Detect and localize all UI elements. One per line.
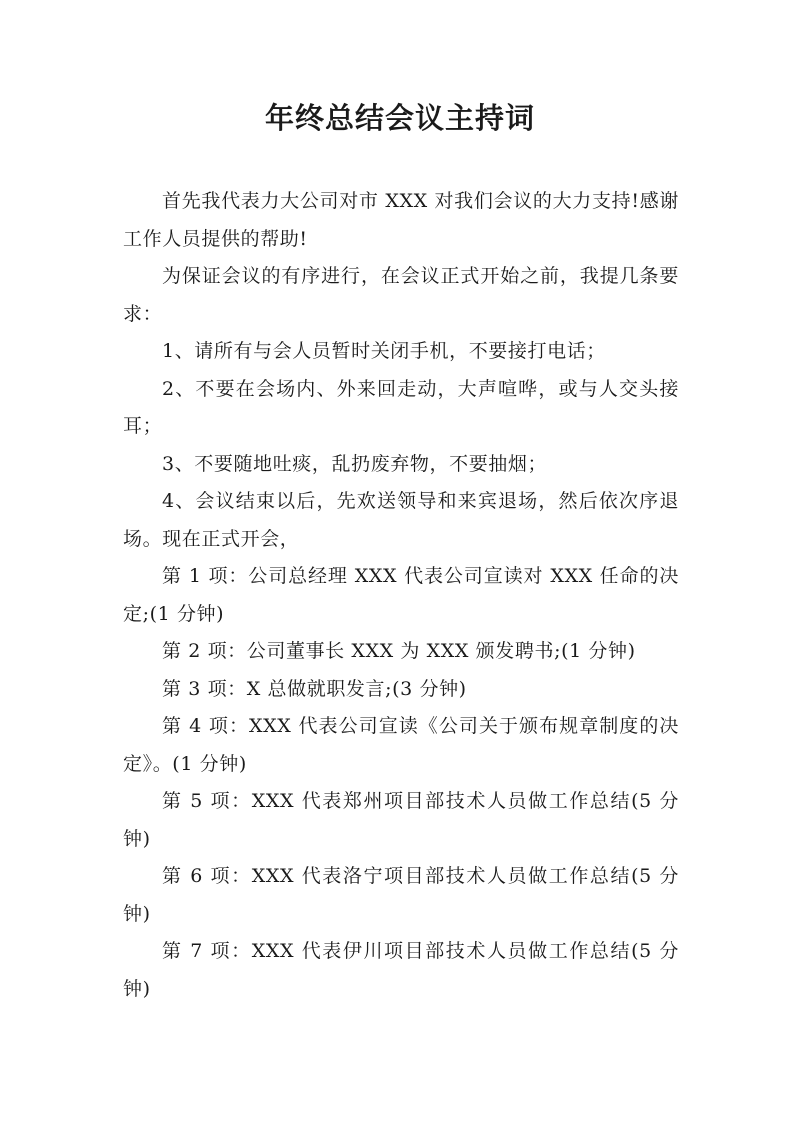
agenda-item-3: 第 3 项：X 总做就职发言;(3 分钟) <box>162 677 467 700</box>
paragraph-requirements-intro: 为保证会议的有序进行，在会议正式开始之前，我提几条要求： <box>123 265 679 325</box>
agenda-item-4: 第 4 项：XXX 代表公司宣读《公司关于颁布规章制度的决定》。(1 分钟) <box>123 715 679 775</box>
agenda-item-2: 第 2 项：公司董事长 XXX 为 XXX 颁发聘书;(1 分钟) <box>162 640 636 662</box>
document-body <box>123 183 679 1008</box>
agenda-item-5: 第 5 项：XXX 代表郑州项目部技术人员做工作总结(5 分钟) <box>123 790 679 850</box>
paragraph-opening: 首先我代表力大公司对市 XXX 对我们会议的大力支持!感谢工作人员提供的帮助! <box>123 190 679 250</box>
paragraph-rule-2: 2、不要在会场内、外来回走动，大声喧哗，或与人交头接耳； <box>123 377 679 437</box>
document-title: 年终总结会议主持词 <box>264 101 535 135</box>
paragraph-rule-4: 4、会议结束以后，先欢送领导和来宾退场，然后依次序退场。现在正式开会， <box>123 490 679 550</box>
agenda-item-6: 第 6 项：XXX 代表洛宁项目部技术人员做工作总结(5 分钟) <box>123 865 679 925</box>
paragraph-rule-3: 3、不要随地吐痰，乱扔废弃物，不要抽烟； <box>162 452 548 475</box>
paragraph-rule-1: 1、请所有与会人员暂时关闭手机，不要接打电话； <box>162 340 606 362</box>
agenda-item-7: 第 7 项：XXX 代表伊川项目部技术人员做工作总结(5 分钟) <box>123 940 679 1000</box>
agenda-item-1: 第 1 项：公司总经理 XXX 代表公司宣读对 XXX 任命的决定;(1 分钟) <box>123 565 679 625</box>
